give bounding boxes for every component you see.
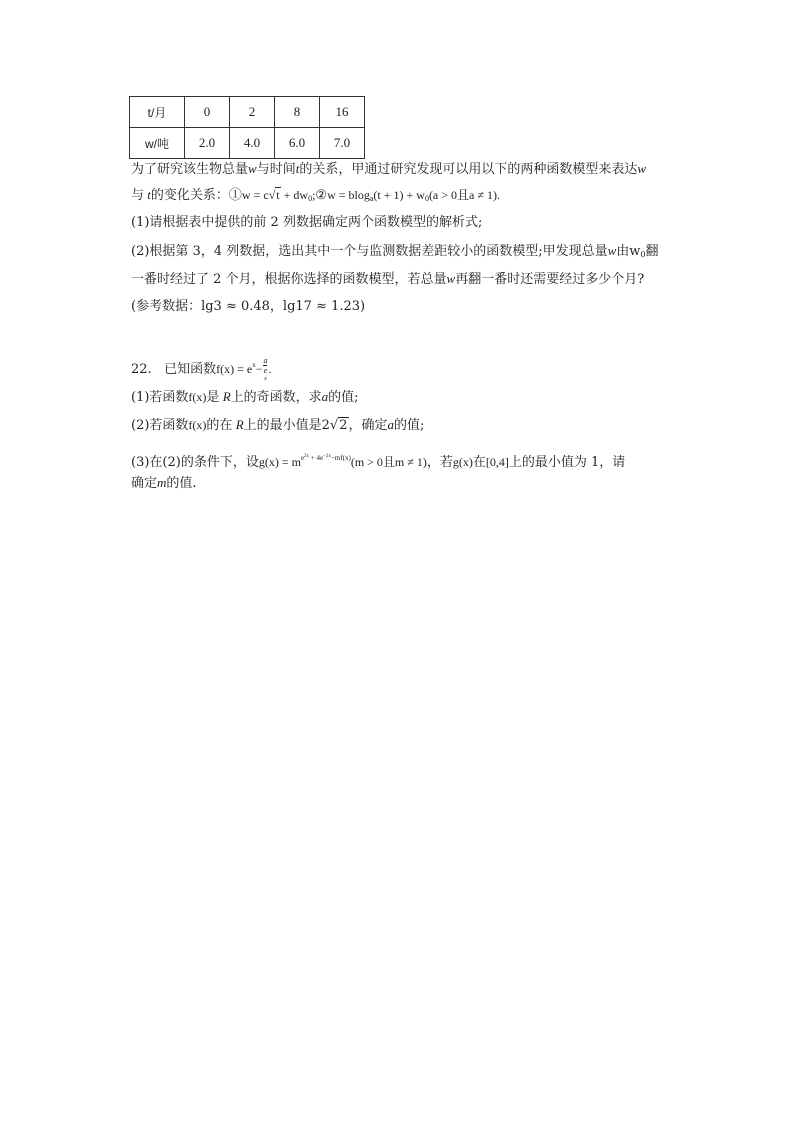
function-definition: $f(x) = e^x-$ a e x . <box>216 356 272 383</box>
table-cell: t/月 <box>130 97 185 128</box>
model-1-formula: $w = c√t + dw_0$; <box>241 188 316 203</box>
g-definition: $g(x) = m^{e^{2x} + 4e^{-2x}-mf(x)}(m > 0$且m ≠ 1) <box>258 454 427 469</box>
table-cell: w/吨 <box>130 128 185 159</box>
q22-part-3: (3)在(2)的条件下，设$g(x) = m^{e^{2x} + 4e^{-2x}-mf(x)}(m > 0$且m ≠ 1)，若g(x)在[0,4]上的最小值为 1，请 <box>131 454 626 470</box>
q22-part-1: (1)若函数f(x)是 R上的奇函数，求a的值; <box>131 389 359 405</box>
table-cell: 8 <box>275 97 320 128</box>
data-table <box>129 96 365 159</box>
model-2-formula: $w = blog_a(t + 1) + w_0(a > 0$且a ≠ 1). <box>327 188 500 203</box>
table-cell: 2 <box>230 97 275 128</box>
question-number: 22. <box>131 362 152 377</box>
table-cell: 2.0 <box>185 128 230 159</box>
table-row <box>130 128 365 159</box>
q21-models-line: 与 t的变化关系：①w = $c√t + dw_0;②w = blog_a(t + 1) + w_0(a > 0$且a ≠ 1). <box>131 187 500 203</box>
q21-part-2: (2)根据第 3，4 列数据，选出其中一个与监测数据差距较小的函数模型;甲发现总量w由$w_0$翻 <box>131 243 659 259</box>
table-cell: 0 <box>185 97 230 128</box>
q21-reference-data: (参考数据：lg3 ≈ 0.48，lg17 ≈ 1.23) <box>131 299 366 314</box>
q21-intro-line: 为了研究该生物总量w与时间t的关系，甲通过研究发现可以用以下的两种函数模型来表达w <box>131 161 647 177</box>
q21-part-2-cont: 一番时经过了 2 个月，根据你选择的函数模型，若总量w再翻一番时还需要经过多少个月? <box>131 271 645 287</box>
q21-part-1: (1)请根据表中提供的前 2 列数据确定两个函数模型的解析式; <box>131 215 483 230</box>
table-cell: 4.0 <box>230 128 275 159</box>
table-cell: 7.0 <box>320 128 365 159</box>
table-cell: 6.0 <box>275 128 320 159</box>
table-cell: 16 <box>320 97 365 128</box>
q22-part-2: (2)若函数f(x)的在 R上的最小值是2√2，确定a的值; <box>131 417 425 433</box>
q22-part-3-cont: 确定m的值. <box>131 475 197 491</box>
table-row <box>130 97 365 128</box>
q22-stem: 22. 已知函数$f(x) = e^x-$ a e x . <box>131 356 272 383</box>
